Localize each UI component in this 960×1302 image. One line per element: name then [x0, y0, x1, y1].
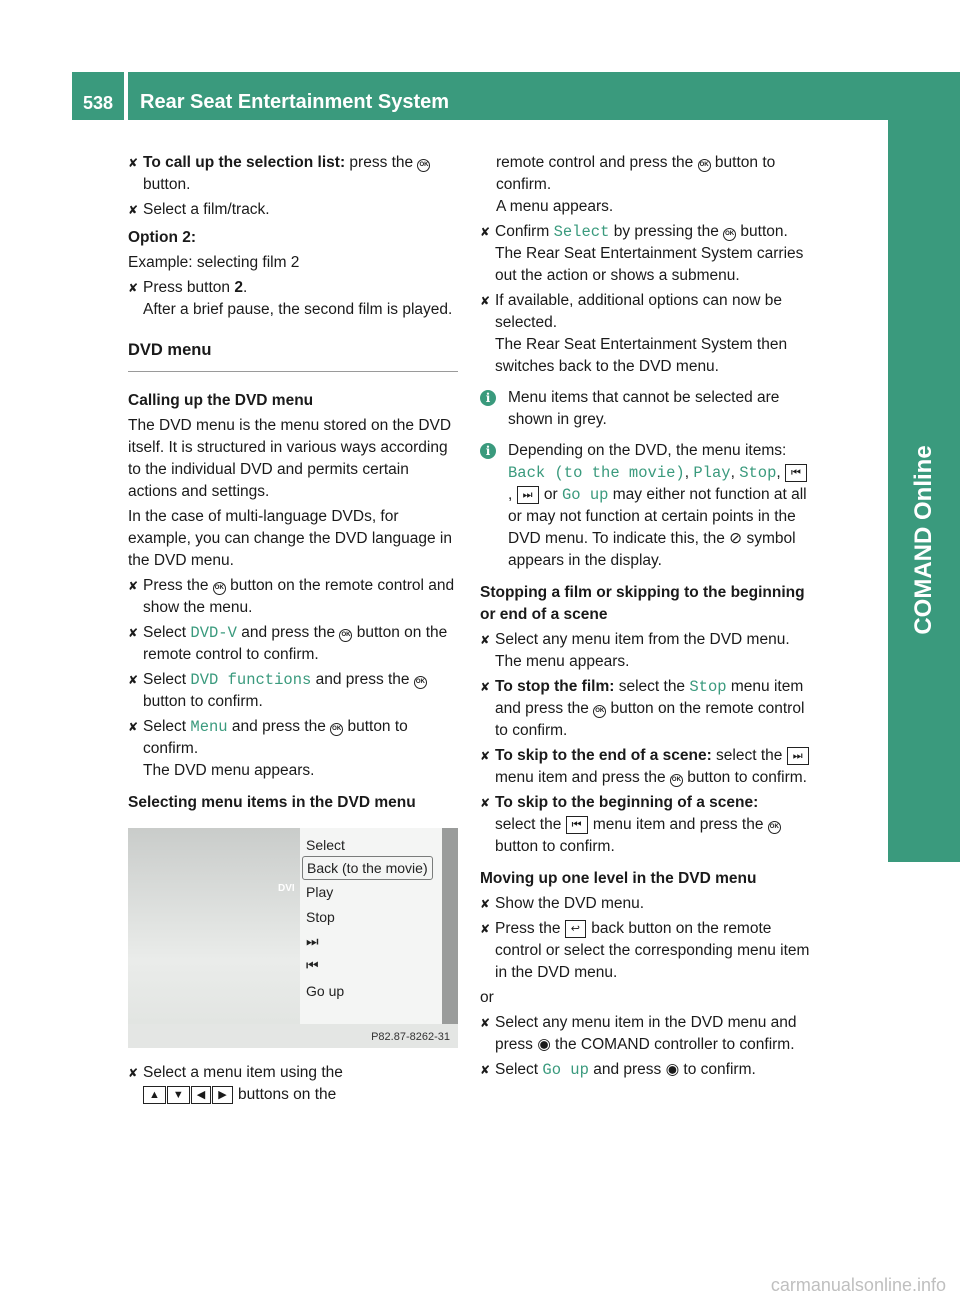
- down-arrow-icon: ▼: [167, 1086, 190, 1104]
- screen-menu-item-go-up: Go up: [306, 983, 345, 999]
- left-column: [128, 152, 458, 1109]
- paragraph: The DVD menu is the menu stored on the DVD itself. It is structured in various ways according to the individual DVD and permits certain actions and settings.: [128, 417, 452, 500]
- section-title-dvd-menu: DVD menu: [128, 339, 458, 372]
- or-text: or: [480, 989, 494, 1006]
- skip-back-icon: ⏮: [306, 957, 319, 973]
- ok-button-icon: OK: [768, 821, 781, 834]
- step-marker-icon: ✘: [128, 1066, 139, 1080]
- dvd-menu-screenshot: [128, 828, 458, 1048]
- info-note-dvd-dependent: i Depending on the DVD, the menu items: Back (to the movie), Play, Stop, ⏮, ⏭ or Go up may either not function at all or may not function at certain points in the DVD menu. To indicate this, the ⊘ symbol appears in the display.: [480, 440, 812, 572]
- step-marker-icon: ✘: [480, 680, 491, 694]
- ok-button-icon: OK: [339, 629, 352, 642]
- step-press-button: ✘ Press button 2. After a brief pause, the second film is played.: [128, 279, 453, 318]
- step-skip-beginning: ✘ To skip to the beginning of a scene: select the ⏮ menu item and press the OK button to confirm.: [480, 794, 779, 855]
- right-column: [480, 152, 812, 1084]
- step-select-any-item: ✘ Select any menu item from the DVD menu. The menu appears.: [480, 631, 790, 670]
- controller-press-icon: ◉: [665, 1061, 680, 1078]
- skip-forward-icon: ⏭: [517, 486, 539, 504]
- heading-moving-up: Moving up one level in the DVD menu: [480, 870, 757, 887]
- step-marker-icon: ✘: [128, 281, 139, 295]
- step-show-menu: ✘ Press the OK button on the remote control and show the menu.: [128, 577, 455, 616]
- step-marker-icon: ✘: [128, 156, 139, 170]
- info-icon: i: [480, 390, 496, 406]
- step-confirm-select: ✘ Confirm Select by pressing the OK button. The Rear Seat Entertainment System carries out the action or shows a submenu.: [480, 223, 804, 284]
- step-marker-icon: ✘: [480, 796, 491, 810]
- screen-menu-title: Select: [306, 837, 345, 853]
- screen-menu-item-stop: Stop: [306, 909, 335, 925]
- step-additional-options: ✘ If available, additional options can now be selected. The Rear Seat Entertainment System then switches back to the DVD menu.: [480, 292, 788, 375]
- screen-menu-item-back: Back (to the movie): [302, 856, 433, 880]
- page-number: 538: [82, 93, 114, 113]
- step-marker-icon: ✘: [480, 1016, 491, 1030]
- step-marker-icon: ✘: [128, 626, 139, 640]
- heading-selecting-items: Selecting menu items in the DVD menu: [128, 794, 416, 811]
- right-arrow-icon: ▶: [212, 1086, 232, 1104]
- step-marker-icon: ✘: [480, 225, 491, 239]
- step-select-dvd-functions: ✘ Select DVD functions and press the OK button to confirm.: [128, 671, 425, 710]
- heading-calling-menu: Calling up the DVD menu: [128, 392, 314, 409]
- figure-code: P82.87-8262-31: [371, 1031, 450, 1043]
- step-marker-icon: ✘: [480, 294, 491, 308]
- watermark: carmanualsonline.info: [770, 1275, 946, 1295]
- ok-button-icon: OK: [330, 723, 343, 736]
- step-select-dvdv: ✘ Select DVD-V and press the OK button on the remote control to confirm.: [128, 624, 448, 663]
- step-marker-icon: ✘: [480, 1063, 491, 1077]
- skip-forward-icon: ⏭: [787, 747, 809, 765]
- skip-forward-icon: ⏭: [306, 933, 319, 949]
- info-icon: i: [480, 443, 496, 459]
- step-marker-icon: ✘: [128, 203, 139, 217]
- chapter-title: Rear Seat Entertainment System: [140, 91, 450, 113]
- ok-button-icon: OK: [723, 228, 736, 241]
- step-marker-icon: ✘: [480, 922, 491, 936]
- step-press-back: ✘ Press the ↩ back button on the remote control or select the corresponding menu item in the DVD menu.: [480, 920, 810, 981]
- prohibited-icon: ⊘: [729, 530, 743, 547]
- header-divider: [124, 72, 128, 120]
- screen-side-label: DVI: [278, 883, 295, 894]
- ok-button-icon: OK: [670, 774, 683, 787]
- ok-button-icon: OK: [417, 159, 430, 172]
- step-show-dvd-menu: ✘ Show the DVD menu.: [480, 893, 812, 915]
- step-press-controller: ✘ Select any menu item in the DVD menu and press ◉ the COMAND controller to confirm.: [480, 1014, 797, 1053]
- ok-button-icon: OK: [414, 676, 427, 689]
- step-select-menu: ✘ Select Menu and press the OK button to confirm. The DVD menu appears.: [128, 718, 408, 779]
- step-marker-icon: ✘: [480, 749, 491, 763]
- screen-background: [128, 828, 303, 1048]
- ok-button-icon: OK: [593, 705, 606, 718]
- up-arrow-icon: ▲: [143, 1086, 166, 1104]
- step-continuation: remote control and press the OK button to confirm. A menu appears.: [496, 154, 776, 215]
- skip-back-icon: ⏮: [785, 464, 807, 482]
- paragraph: In the case of multi-language DVDs, for example, you can change the DVD language in the DVD menu.: [128, 508, 452, 569]
- step-marker-icon: ✘: [480, 897, 491, 911]
- info-note-grey: i Menu items that cannot be selected are shown in grey.: [480, 387, 812, 431]
- step-selection-list: ✘ To call up the selection list: press the OK button.: [128, 154, 429, 193]
- step-select-go-up: ✘ Select Go up and press ◉ to confirm.: [480, 1061, 756, 1079]
- ok-button-icon: OK: [213, 582, 226, 595]
- step-skip-end: ✘ To skip to the end of a scene: select the ⏭ menu item and press the OK button to confirm.: [480, 747, 807, 786]
- left-arrow-icon: ◀: [191, 1086, 211, 1104]
- step-select-film: ✘ Select a film/track.: [128, 199, 458, 221]
- ok-button-icon: OK: [698, 159, 711, 172]
- controller-press-icon: ◉: [537, 1036, 551, 1053]
- step-stop-film: ✘ To stop the film: select the Stop menu item and press the OK button on the remote control to confirm.: [480, 678, 805, 739]
- skip-back-icon: ⏮: [566, 816, 588, 834]
- step-select-menu-item: ✘ Select a menu item using the ▲ ▼ ◀ ▶ buttons on the: [128, 1064, 343, 1103]
- step-marker-icon: ✘: [128, 673, 139, 687]
- side-tab-label: COMAND Online: [910, 445, 937, 635]
- option-heading: Option 2:: [128, 229, 197, 246]
- back-arrow-icon: ↩: [565, 920, 586, 938]
- screen-menu-item-play: Play: [306, 884, 334, 900]
- screen-scrollbar: [442, 828, 458, 1024]
- heading-stopping-film: Stopping a film or skipping to the beginning or end of a scene: [480, 584, 805, 623]
- step-marker-icon: ✘: [480, 633, 491, 647]
- step-marker-icon: ✘: [128, 720, 139, 734]
- step-marker-icon: ✘: [128, 579, 139, 593]
- example-text: Example: selecting film 2: [128, 254, 300, 271]
